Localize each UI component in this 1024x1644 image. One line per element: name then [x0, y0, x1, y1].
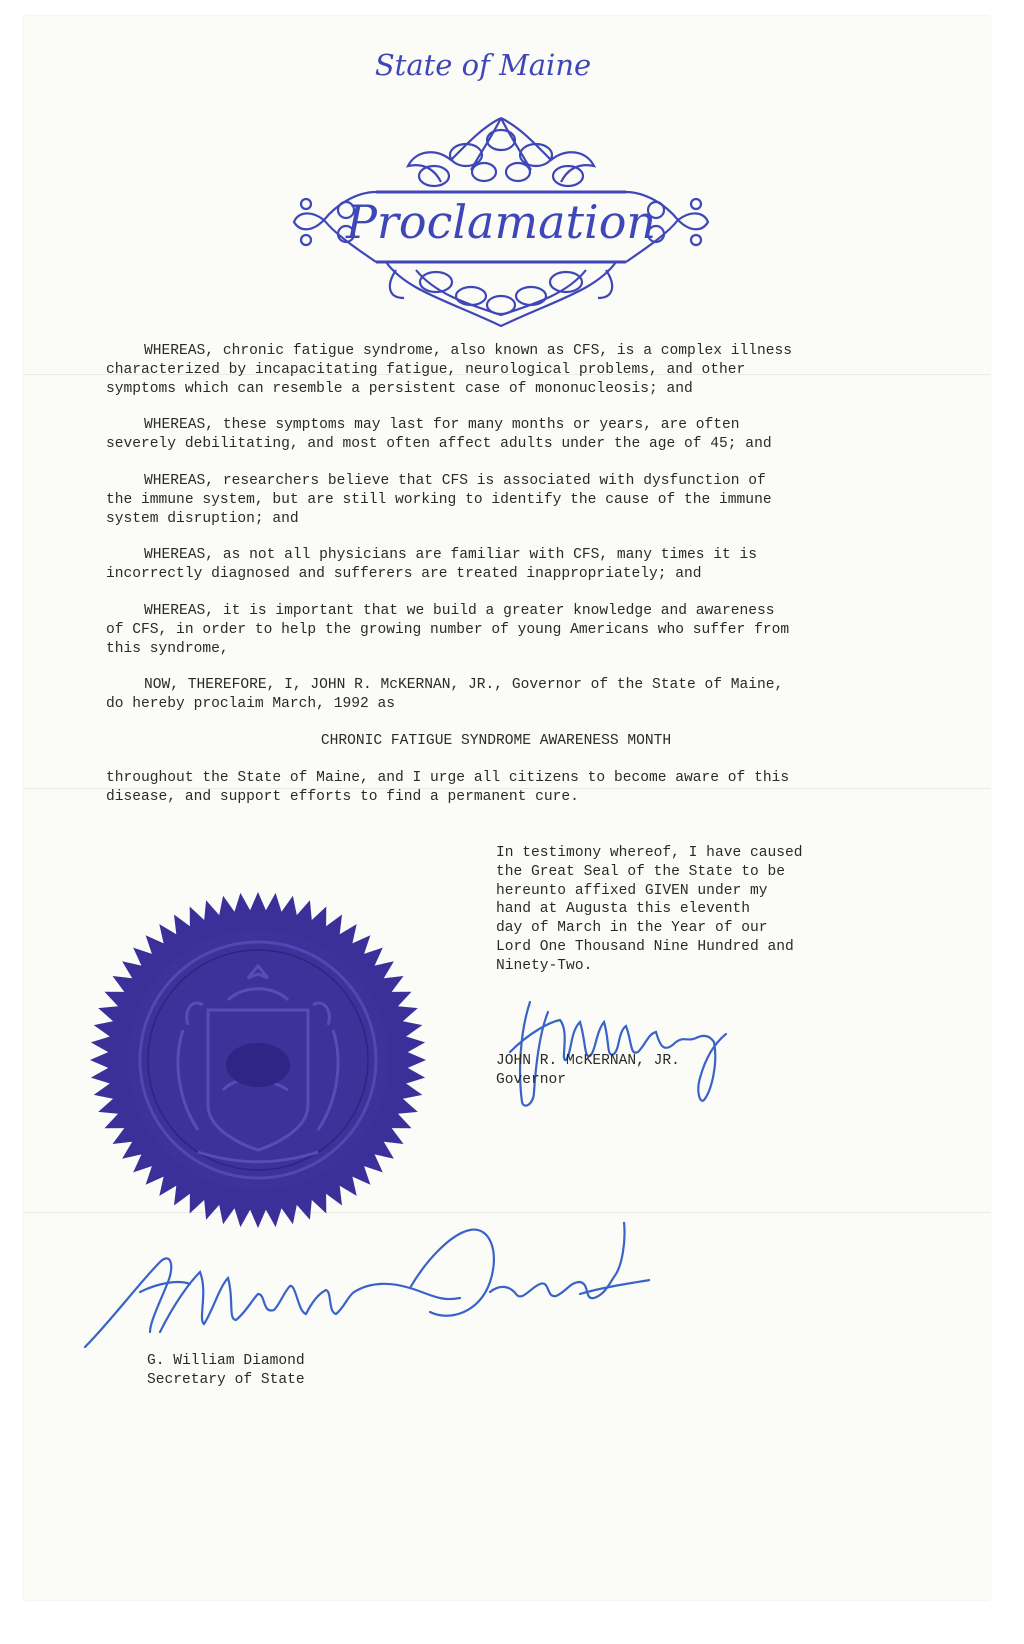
secretary-signature-block	[147, 1352, 305, 1390]
secretary-title: Secretary of State	[147, 1371, 305, 1388]
state-title: State of Maine	[374, 48, 592, 82]
whereas-paragraph-4: WHEREAS, as not all physicians are familiar with CFS, many times it is incorrectly diagnosed and sufferers are treated inappropriately; and	[106, 547, 758, 583]
governor-title: Governor	[496, 1071, 567, 1088]
ornamental-crest-icon	[276, 100, 726, 340]
whereas-paragraph-5: WHEREAS, it is important that we build a greater knowledge and awareness of CFS, in order to help the growing number of young Americans who suffer from this syndrome,	[106, 602, 790, 657]
secretary-signature-icon	[80, 1222, 650, 1352]
therefore-paragraph: NOW, THEREFORE, I, JOHN R. McKERNAN, JR., Governor of the State of Maine, do hereby proclaim March, 1992 as	[106, 677, 784, 713]
whereas-paragraph-3: WHEREAS, researchers believe that CFS is associated with dysfunction of the immune system, but are still working to identify the cause of the immune system disruption; and	[106, 472, 772, 527]
whereas-paragraph-2: WHEREAS, these symptoms may last for many months or years, are often severely debilitating, and most often affect adults under the age of 45; and	[106, 417, 772, 453]
proclamation-body	[106, 342, 886, 824]
testimony-clause: In testimony whereof, I have caused the Great Seal of the State to be hereunto affixed GIVEN under my hand at Augusta this eleventh day of March in the Year of our Lord One Thousand Nine Hundred and Ninety-Two.	[496, 845, 803, 974]
whereas-paragraph-1: WHEREAS, chronic fatigue syndrome, also known as CFS, is a complex illness characterized by incapacitating fatigue, neurological problems, and other symptoms which can resemble a persistent case of mononucleosis; and	[106, 343, 793, 397]
secretary-name: G. William Diamond	[147, 1353, 305, 1369]
state-seal-icon	[88, 890, 428, 1230]
closing-paragraph: throughout the State of Maine, and I urge all citizens to become aware of this disease, and support efforts to find a permanent cure.	[106, 769, 790, 805]
proclamation-title: CHRONIC FATIGUE SYNDROME AWARENESS MONTH	[320, 732, 672, 749]
governor-name: JOHN R. McKERNAN, JR.	[496, 1053, 680, 1069]
governor-signature-block	[496, 1052, 680, 1090]
proclamation-word: Proclamation	[345, 195, 657, 249]
